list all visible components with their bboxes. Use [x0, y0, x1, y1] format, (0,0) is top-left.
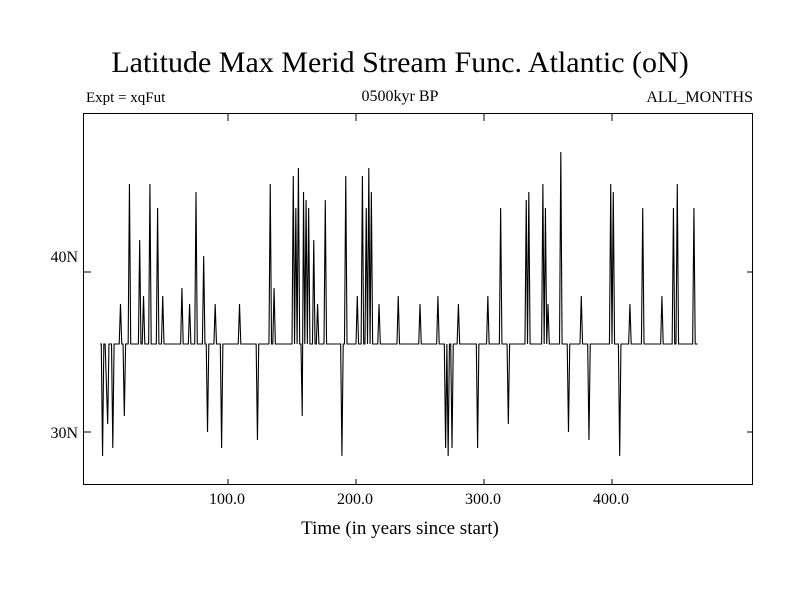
- x-tick-label-400: 400.0: [593, 491, 629, 508]
- y-tick-label-40n: 40N: [50, 249, 78, 266]
- plot-area: [83, 113, 753, 485]
- period-label: 0500kyr BP: [361, 88, 439, 105]
- x-tick-label-300: 300.0: [465, 491, 501, 508]
- x-tick-label-100: 100.0: [209, 491, 245, 508]
- page-title: Latitude Max Merid Stream Func. Atlantic (oN): [111, 46, 689, 79]
- x-axis-title: Time (in years since start): [301, 518, 499, 539]
- timeseries-line: [84, 114, 753, 485]
- months-label: ALL_MONTHS: [646, 89, 753, 106]
- y-tick-label-30n: 30N: [50, 425, 78, 442]
- experiment-label: Expt = xqFut: [86, 90, 166, 106]
- x-tick-label-200: 200.0: [337, 491, 373, 508]
